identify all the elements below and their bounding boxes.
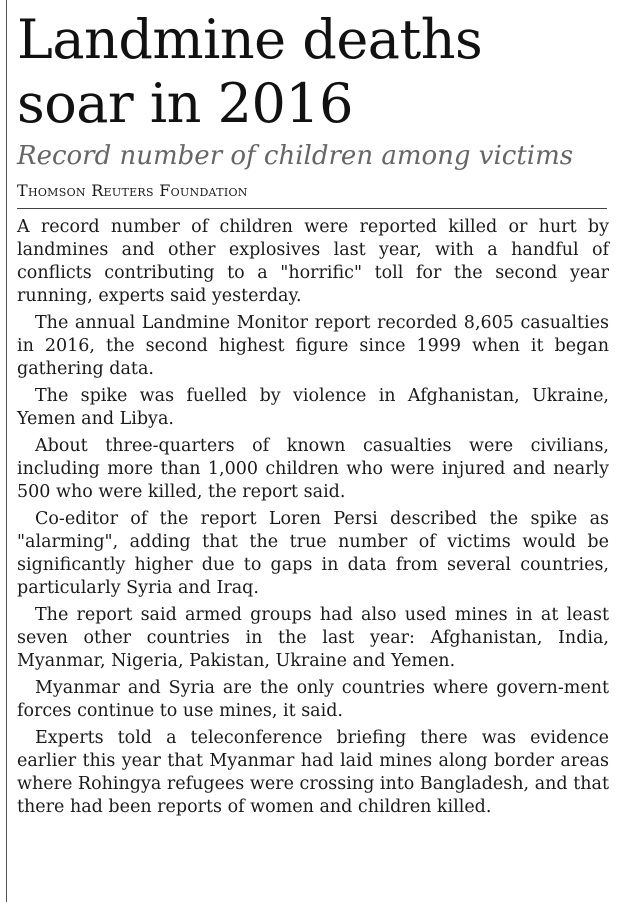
article-body xyxy=(17,216,609,819)
paragraph-2: The annual Landmine Monitor report recorded 8,605 casualties in 2016, the second highest figure since 1999 when it began gathering data. xyxy=(17,313,609,379)
paragraph-3: The spike was fuelled by violence in Afghanistan, Ukraine, Yemen and Libya. xyxy=(17,386,609,429)
byline: Thomson Reuters Foundation xyxy=(17,181,248,200)
headline-line-2: soar in 2016 xyxy=(17,72,354,135)
paragraph-1: A record number of children were reported killed or hurt by landmines and other explosives last year, with a handful of conflicts contributing to a "horrific" toll for the second year running, experts said yesterday. xyxy=(17,217,609,306)
byline-divider xyxy=(17,208,607,209)
subheadline: Record number of children among victims xyxy=(17,141,574,171)
column-rule xyxy=(6,0,7,902)
paragraph-8: Experts told a teleconference briefing there was evidence earlier this year that Myanmar had laid mines along border areas where Rohingya refugees were crossing into Bangladesh, and that there had been reports of women and children killed. xyxy=(17,728,609,817)
paragraph-5: Co-editor of the report Loren Persi described the spike as "alarming", adding that the true number of victims would be significantly higher due to gaps in data from several countries, particularly Syria and Iraq. xyxy=(17,509,609,598)
paragraph-4: About three-quarters of known casualties were civilians, including more than 1,000 children who were injured and nearly 500 who were killed, the report said. xyxy=(17,436,609,502)
paragraph-7: Myanmar and Syria are the only countries where govern-ment forces continue to use mines, it said. xyxy=(17,678,609,721)
news-article xyxy=(17,0,609,823)
paragraph-6: The report said armed groups had also used mines in at least seven other countries in the last year: Afghanistan, India, Myanmar, Nigeria, Pakistan, Ukraine and Yemen. xyxy=(17,605,609,671)
headline xyxy=(17,8,609,136)
headline-line-1: Landmine deaths xyxy=(17,8,483,71)
